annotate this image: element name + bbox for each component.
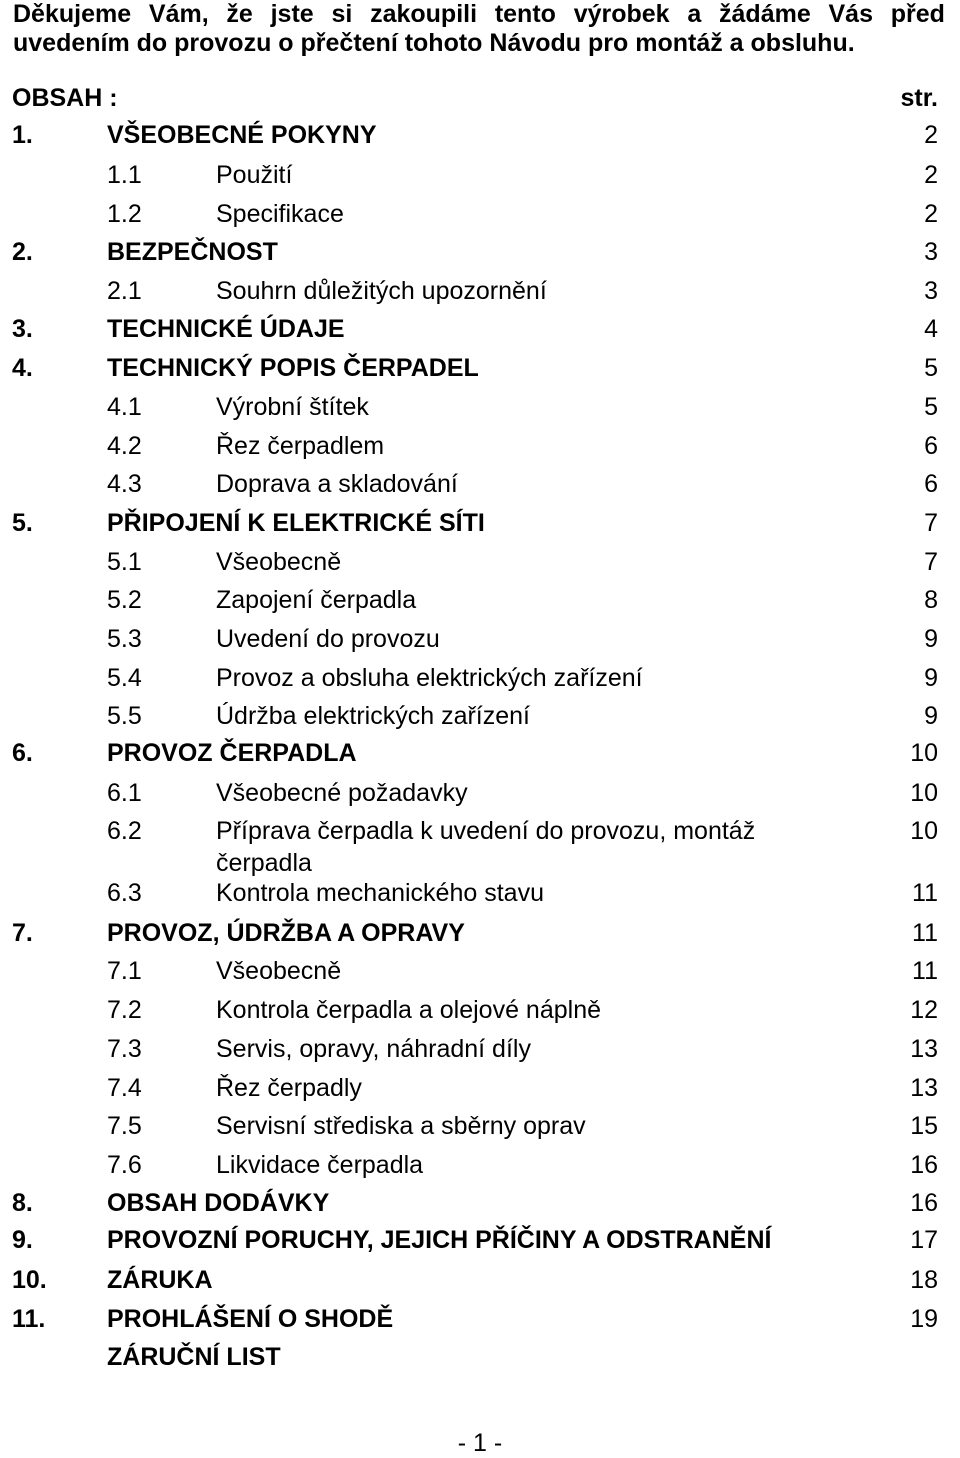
toc-section-number: 5.1	[107, 548, 142, 576]
toc-page-number: 16	[910, 1189, 938, 1217]
toc-section-number: 4.2	[107, 432, 142, 460]
toc-chapter-title: OBSAH DODÁVKY	[107, 1189, 330, 1217]
toc-page-number: 13	[910, 1074, 938, 1102]
toc-section-number: 7.5	[107, 1112, 142, 1140]
toc-section-number: 4.3	[107, 470, 142, 498]
toc-section-number: 6.1	[107, 779, 142, 807]
toc-page-number: 12	[910, 996, 938, 1024]
toc-chapter-number: 3.	[12, 315, 33, 343]
toc-chapter-title: TECHNICKÉ ÚDAJE	[107, 315, 345, 343]
toc-section-title: Servisní střediska a sběrny oprav	[216, 1112, 586, 1140]
toc-chapter-number: 1.	[12, 121, 33, 149]
toc-chapter-title: PROHLÁŠENÍ O SHODĚ	[107, 1305, 394, 1333]
toc-chapter-number: 7.	[12, 919, 33, 947]
toc-chapter-title: PROVOZNÍ PORUCHY, JEJICH PŘÍČINY A ODSTRANĚNÍ	[107, 1226, 772, 1254]
toc-page-number: 11	[912, 919, 938, 947]
toc-section-number: 2.1	[107, 277, 142, 305]
toc-section-number: 5.3	[107, 625, 142, 653]
intro-word: žádáme	[719, 0, 811, 28]
toc-chapter-number: 2.	[12, 238, 33, 266]
toc-chapter-title: TECHNICKÝ POPIS ČERPADEL	[107, 354, 479, 382]
toc-section-number: 7.3	[107, 1035, 142, 1063]
toc-section-number: 6.3	[107, 879, 142, 907]
toc-section-title: Řez čerpadly	[216, 1074, 362, 1102]
intro-word: Vám,	[148, 0, 209, 28]
intro-word: že	[226, 0, 253, 28]
toc-page-number: 7	[924, 509, 938, 537]
intro-word: výrobek	[573, 0, 670, 28]
intro-line-1	[13, 0, 945, 29]
toc-page-number: 11	[912, 879, 938, 907]
toc-page-number: 2	[924, 200, 938, 228]
toc-section-number: 5.4	[107, 664, 142, 692]
toc-section-title: Všeobecné požadavky	[216, 779, 468, 807]
toc-page-number: 10	[910, 779, 938, 807]
page-number: - 1 -	[457, 1429, 503, 1457]
toc-chapter-title: ZÁRUČNÍ LIST	[107, 1343, 281, 1371]
toc-section-title: Souhrn důležitých upozornění	[216, 277, 547, 305]
toc-chapter-title: PROVOZ ČERPADLA	[107, 739, 357, 767]
toc-section-number: 7.6	[107, 1151, 142, 1179]
toc-page-number: 6	[924, 470, 938, 498]
toc-section-number: 4.1	[107, 393, 142, 421]
toc-section-number: 7.4	[107, 1074, 142, 1102]
intro-word: Vás	[828, 0, 873, 28]
toc-section-title: Kontrola mechanického stavu	[216, 879, 544, 907]
toc-section-title: Uvedení do provozu	[216, 625, 440, 653]
toc-chapter-title: VŠEOBECNÉ POKYNY	[107, 121, 377, 149]
intro-word: zakoupili	[370, 0, 478, 28]
toc-page-number: 15	[910, 1112, 938, 1140]
toc-section-title: Příprava čerpadla k uvedení do provozu, montáž	[216, 817, 756, 845]
toc-section-title: Výrobní štítek	[216, 393, 369, 421]
toc-page-number: 2	[924, 121, 938, 149]
toc-page-number: 3	[924, 277, 938, 305]
toc-chapter-title: PROVOZ, ÚDRŽBA A OPRAVY	[107, 919, 465, 947]
toc-section-title: Doprava a skladování	[216, 470, 458, 498]
toc-section-title: Provoz a obsluha elektrických zařízení	[216, 664, 643, 692]
toc-chapter-number: 6.	[12, 739, 33, 767]
toc-section-number: 5.2	[107, 586, 142, 614]
toc-section-title-continuation: čerpadla	[216, 849, 312, 877]
toc-page-number: 11	[912, 957, 938, 985]
toc-chapter-number: 10.	[12, 1266, 47, 1294]
toc-heading: OBSAH :	[12, 84, 118, 112]
toc-page-number: 9	[924, 625, 938, 653]
toc-page-number: 9	[924, 664, 938, 692]
toc-page-number: 2	[924, 161, 938, 189]
intro-word: a	[687, 0, 702, 28]
toc-section-title: Všeobecně	[216, 957, 342, 985]
toc-chapter-number: 11.	[12, 1305, 46, 1333]
toc-section-title: Řez čerpadlem	[216, 432, 385, 460]
toc-section-title: Likvidace čerpadla	[216, 1151, 424, 1179]
intro-paragraph	[13, 0, 945, 58]
intro-word: si	[331, 0, 353, 28]
intro-word: tento	[494, 0, 556, 28]
toc-page-heading: str.	[900, 84, 938, 112]
toc-section-number: 1.2	[107, 200, 142, 228]
toc-chapter-title: BEZPEČNOST	[107, 238, 278, 266]
toc-section-title: Specifikace	[216, 200, 344, 228]
toc-chapter-number: 5.	[12, 509, 33, 537]
toc-chapter-title: ZÁRUKA	[107, 1266, 213, 1294]
toc-section-title: Servis, opravy, náhradní díly	[216, 1035, 531, 1063]
toc-section-number: 6.2	[107, 817, 142, 845]
toc-page-number: 19	[910, 1305, 938, 1333]
toc-chapter-title: PŘIPOJENÍ K ELEKTRICKÉ SÍTI	[107, 509, 485, 537]
toc-page-number: 16	[910, 1151, 938, 1179]
toc-section-title: Kontrola čerpadla a olejové náplně	[216, 996, 601, 1024]
toc-section-title: Údržba elektrických zařízení	[216, 702, 531, 730]
intro-word: před	[890, 0, 945, 28]
intro-word: jste	[270, 0, 314, 28]
toc-page-number: 8	[924, 586, 938, 614]
toc-page-number: 10	[910, 817, 938, 845]
toc-page-number: 7	[924, 548, 938, 576]
toc-page-number: 4	[924, 315, 938, 343]
intro-line-2: uvedením do provozu o přečtení tohoto Návodu pro montáž a obsluhu.	[13, 29, 855, 57]
toc-section-title: Zapojení čerpadla	[216, 586, 417, 614]
intro-word: Děkujeme	[13, 0, 132, 28]
toc-section-number: 1.1	[107, 161, 142, 189]
toc-section-number: 5.5	[107, 702, 142, 730]
toc-section-number: 7.1	[107, 957, 142, 985]
toc-page-number: 17	[910, 1226, 938, 1254]
toc-page-number: 3	[924, 238, 938, 266]
toc-chapter-number: 9.	[12, 1226, 33, 1254]
toc-chapter-number: 8.	[12, 1189, 33, 1217]
toc-page-number: 18	[910, 1266, 938, 1294]
toc-page-number: 9	[924, 702, 938, 730]
toc-section-title: Použití	[216, 161, 293, 189]
toc-page-number: 6	[924, 432, 938, 460]
toc-page-number: 13	[910, 1035, 938, 1063]
toc-page-number: 10	[910, 739, 938, 767]
toc-section-title: Všeobecně	[216, 548, 342, 576]
toc-page-number: 5	[924, 393, 938, 421]
toc-section-number: 7.2	[107, 996, 142, 1024]
toc-chapter-number: 4.	[12, 354, 33, 382]
toc-page-number: 5	[924, 354, 938, 382]
